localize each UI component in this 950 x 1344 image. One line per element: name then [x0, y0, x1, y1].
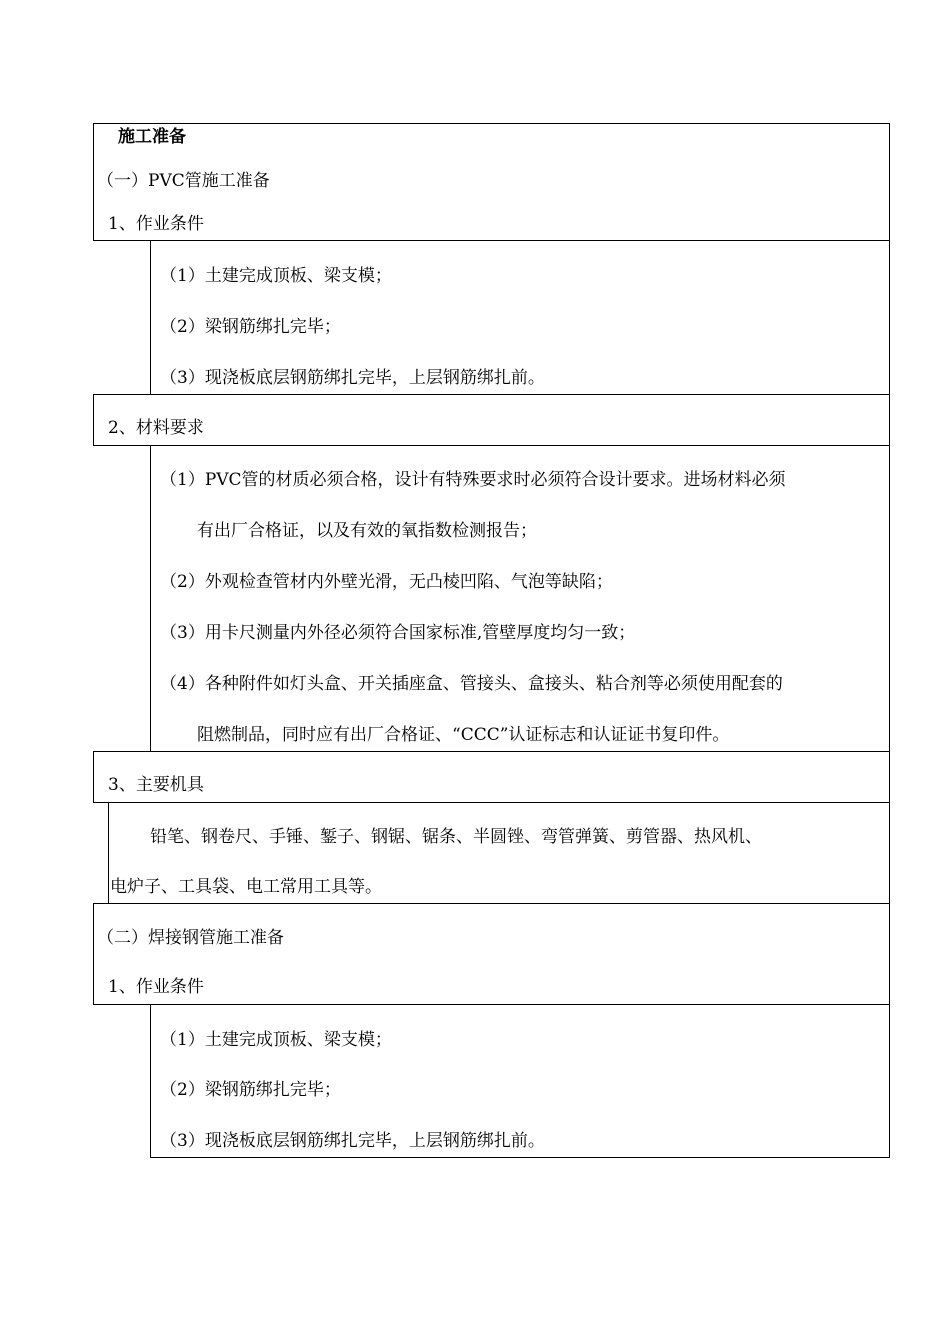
section-heading-welded-steel: （二）焊接钢管施工准备	[97, 928, 284, 948]
document-title: 施工准备	[118, 127, 186, 147]
block-material-heading	[93, 394, 890, 446]
list-item: （2）梁钢筋绑扎完毕；	[160, 317, 341, 337]
list-item-continuation: 阻燃制品，同时应有出厂合格证、“CCC”认证标志和认证证书复印件。	[197, 725, 730, 745]
tools-text-line1: 铅笔、钢卷尺、手锤、錾子、钢锯、锯条、半圆锉、弯管弹簧、剪管器、热风机、	[150, 827, 762, 847]
block-tools-heading	[93, 751, 890, 803]
list-item: （3）现浇板底层钢筋绑扎完毕，上层钢筋绑扎前。	[160, 368, 545, 388]
list-item: （2）外观检查管材内外壁光滑，无凸棱凹陷、气泡等缺陷；	[160, 572, 613, 592]
block-material-list	[150, 445, 890, 752]
tools-text-line2: 电炉子、工具袋、电工常用工具等。	[110, 877, 382, 897]
list-item: （1）土建完成顶板、梁支模；	[160, 1030, 392, 1050]
subheading-work-conditions: 1、作业条件	[108, 214, 204, 234]
subheading-material-requirements: 2、材料要求	[108, 418, 204, 438]
list-item: （1）PVC管的材质必须合格，设计有特殊要求时必须符合设计要求。进场材料必须	[160, 470, 786, 490]
list-item: （3）用卡尺测量内外径必须符合国家标准,管壁厚度均匀一致；	[160, 623, 636, 643]
subheading-work-conditions: 1、作业条件	[108, 977, 204, 997]
list-item: （1）土建完成顶板、梁支模；	[160, 266, 392, 286]
subheading-main-tools: 3、主要机具	[108, 775, 204, 795]
list-item: （3）现浇板底层钢筋绑扎完毕，上层钢筋绑扎前。	[160, 1131, 545, 1151]
block-section2-header	[93, 903, 890, 1005]
section-heading-pvc: （一）PVC管施工准备	[97, 171, 270, 191]
list-item: （2）梁钢筋绑扎完毕；	[160, 1080, 341, 1100]
list-item: （4）各种附件如灯头盒、开关插座盒、管接头、盒接头、粘合剂等必须使用配套的	[160, 674, 783, 694]
list-item-continuation: 有出厂合格证，以及有效的氧指数检测报告；	[197, 521, 537, 541]
